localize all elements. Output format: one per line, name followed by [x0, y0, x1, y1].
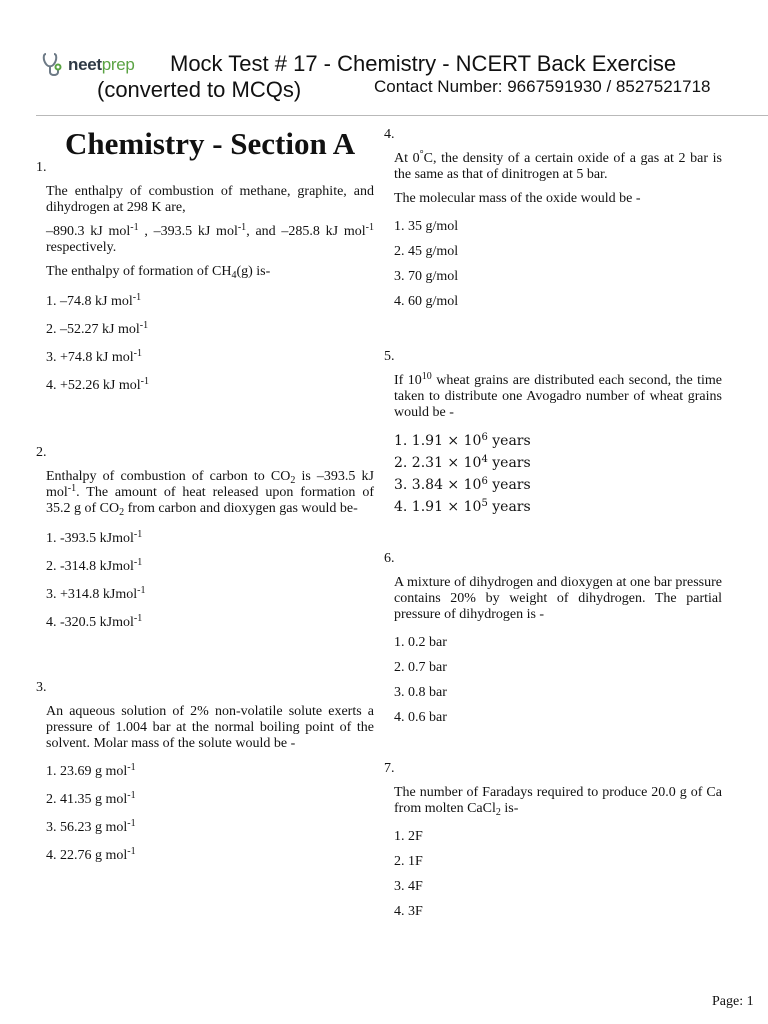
option-3[interactable]: 3. 4F	[394, 879, 423, 894]
option-3[interactable]: 3. +314.8 kJmol$^{-1}$	[46, 585, 146, 602]
question-prompt: The molecular mass of the oxide would be -	[394, 191, 641, 206]
question-stem: A mixture of dihydrogen and dioxygen at one bar pressure contains 20% by weight of dihydrogen. The partial pressure of dihydrogen is -	[394, 575, 722, 622]
option-1[interactable]: 1. 0.2 bar	[394, 635, 447, 650]
option-2[interactable]: 2. 45 g/mol	[394, 244, 459, 259]
question-6	[384, 551, 722, 726]
neetprep-logo	[42, 52, 135, 78]
question-stem-values: –890.3 kJ mol$^{-1}$ , –393.5 kJ mol$^{-1}$, and –285.8 kJ mol$^{-1}$ respectively.	[46, 222, 374, 255]
option-2[interactable]: 2. $2.31 \times 10^4$ years	[394, 454, 531, 471]
question-stem: If $10^{10}$ wheat grains are distributed each second, the time taken to distribute one Avogadro number of wheat grains would be -	[394, 371, 722, 420]
question-stem: The number of Faradays required to produce 20.0 g of Ca from molten CaCl$_2$ is-	[394, 785, 722, 818]
option-1[interactable]: 1. $1.91 \times 10^6$ years	[394, 432, 531, 449]
option-4[interactable]: 4. 60 g/mol	[394, 294, 459, 309]
stethoscope-icon	[42, 52, 66, 78]
option-1[interactable]: 1. 35 g/mol	[394, 219, 459, 234]
header-divider	[36, 115, 768, 116]
option-3[interactable]: 3. $3.84 \times 10^6$ years	[394, 476, 531, 493]
question-stem: An aqueous solution of 2% non-volatile solute exerts a pressure of 1.004 bar at the normal boiling point of the solvent. Molar mass of the solute would be -	[46, 704, 374, 751]
question-number: 3.	[36, 680, 47, 695]
question-stem: At 0°C, the density of a certain oxide of a gas at 2 bar is the same as that of dinitrogen at 5 bar.	[394, 149, 722, 182]
option-4[interactable]: 4. 0.6 bar	[394, 710, 447, 725]
logo-wordmark: neetprep	[68, 55, 135, 74]
option-3[interactable]: 3. 70 g/mol	[394, 269, 459, 284]
option-2[interactable]: 2. 0.7 bar	[394, 660, 447, 675]
question-number: 2.	[36, 445, 47, 460]
section-title: Chemistry - Section A	[65, 126, 356, 161]
option-4[interactable]: 4. 3F	[394, 904, 423, 919]
page-subtitle: (converted to MCQs)	[97, 77, 302, 102]
question-stem: Enthalpy of combustion of carbon to $CO_2$ is –393.5 kJ mol$^{-1}$. The amount of heat released upon formation of 35.2 g of $CO_2$ from carbon and dioxygen gas would be-	[46, 469, 374, 518]
question-number: 5.	[384, 349, 395, 364]
option-3[interactable]: 3. 56.23 g mol$^{-1}$	[46, 818, 136, 835]
question-2	[36, 445, 374, 631]
option-1[interactable]: 1. 2F	[394, 829, 423, 844]
option-4[interactable]: 4. +52.26 kJ mol$^{-1}$	[46, 376, 149, 393]
page-title: Mock Test # 17 - Chemistry - NCERT Back Exercise	[170, 51, 677, 76]
question-prompt: The enthalpy of formation of $CH_4(g)$ is-	[46, 264, 271, 281]
page-number: Page: 1	[712, 994, 754, 1009]
option-2[interactable]: 2. -314.8 kJmol$^{-1}$	[46, 557, 143, 574]
question-3	[36, 680, 374, 864]
option-4[interactable]: 4. -320.5 kJmol$^{-1}$	[46, 613, 143, 630]
question-number: 7.	[384, 761, 395, 776]
contact-number: Contact Number: 9667591930 / 8527521718	[374, 77, 711, 96]
question-number: 4.	[384, 127, 395, 142]
question-stem: The enthalpy of combustion of methane, graphite, and dihydrogen at 298 K are,	[46, 184, 374, 215]
question-5	[384, 349, 722, 515]
question-number: 1.	[36, 160, 47, 175]
question-1	[36, 160, 374, 394]
option-1[interactable]: 1. 23.69 g mol$^{-1}$	[46, 762, 136, 779]
option-4[interactable]: 4. 22.76 g mol$^{-1}$	[46, 846, 136, 863]
question-7	[384, 761, 722, 920]
option-1[interactable]: 1. –74.8 kJ mol$^{-1}$	[46, 292, 142, 309]
option-2[interactable]: 2. 41.35 g mol$^{-1}$	[46, 790, 136, 807]
option-2[interactable]: 2. 1F	[394, 854, 423, 869]
option-1[interactable]: 1. -393.5 kJmol$^{-1}$	[46, 529, 143, 546]
question-number: 6.	[384, 551, 395, 566]
option-4[interactable]: 4. $1.91 \times 10^5$ years	[394, 498, 531, 515]
question-4	[384, 127, 722, 310]
option-3[interactable]: 3. 0.8 bar	[394, 685, 447, 700]
option-3[interactable]: 3. +74.8 kJ mol$^{-1}$	[46, 348, 142, 365]
option-2[interactable]: 2. –52.27 kJ mol$^{-1}$	[46, 320, 149, 337]
